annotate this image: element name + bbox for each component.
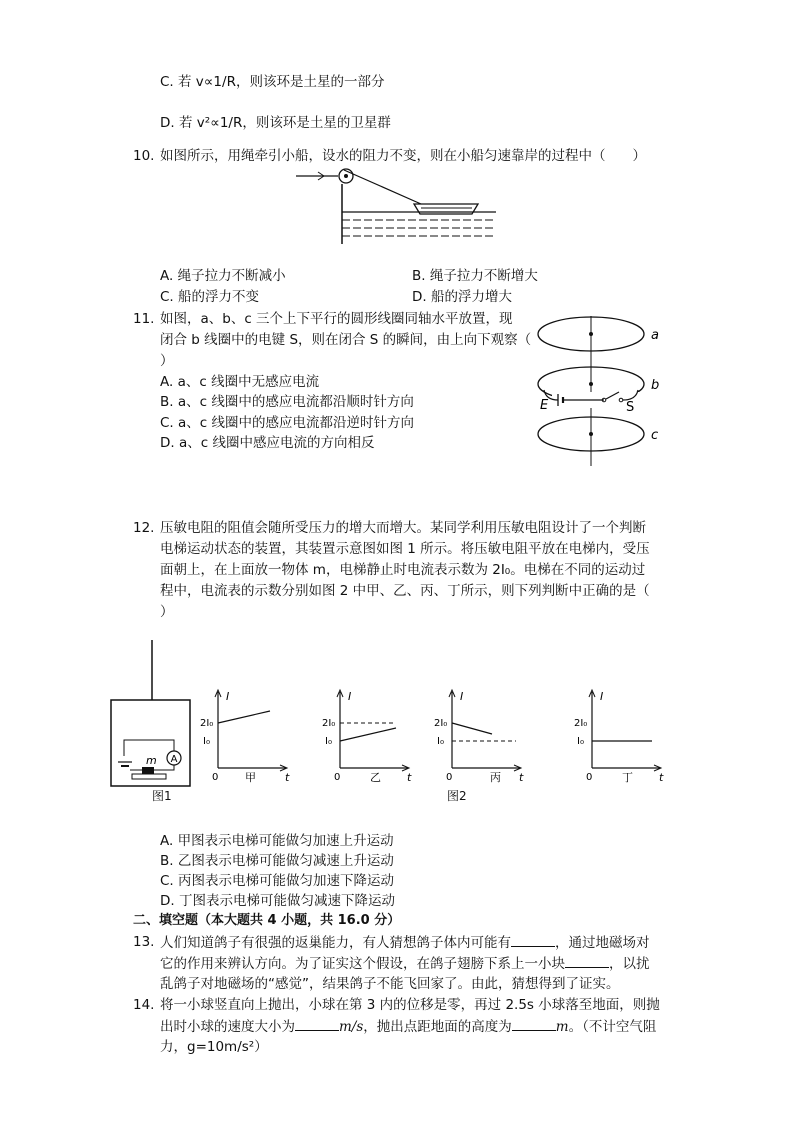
q11-label-a: a [651,328,659,343]
ding-tick-i0: I₀ [577,736,584,747]
bing-tick-i0: I₀ [437,736,444,747]
section2-heading: 二、填空题（本大题共 4 小题，共 16.0 分） [133,913,401,928]
ding-axis-i: I [600,690,604,703]
yi-tick-2i0: 2I₀ [322,718,336,729]
q12-number: 12. [133,520,155,536]
ding-axis-t: t [659,771,664,784]
q13-blank-2[interactable] [565,953,609,968]
q12-stem-line2: 电梯运动状态的装置，其装置示意图如图 1 所示。将压敏电阻平放在电梯内，受压 [160,541,650,557]
q12-option-d: D. 丁图表示电梯可能做匀减速下降运动 [160,893,395,909]
q14-line2 [160,1016,656,1037]
jia-axis-t: t [285,771,290,784]
bing-origin: 0 [446,772,453,783]
q13-line1-b: ，通过地磁场对 [555,935,650,951]
q11-label-s: S [626,400,635,415]
ding-origin: 0 [586,772,593,783]
q14-line2-b: ，抛出点距地面的高度为 [363,1019,512,1035]
q10-boat-figure [296,162,496,247]
q12-stem-line4: 程中，电流表的示数分别如图 2 中甲、乙、丙、丁所示，则下列判断中正确的是（ [160,583,650,599]
q13-line2-b: ，以扰 [609,956,650,972]
q11-label-b: b [651,378,660,393]
q14-number: 14. [133,997,155,1013]
jia-origin: 0 [212,772,219,783]
jia-tick-2i0: 2I₀ [200,718,214,729]
q12-option-a: A. 甲图表示电梯可能做匀加速上升运动 [160,833,394,849]
q14-blank-2[interactable] [512,1016,556,1031]
q9-option-d: D. 若 v²∝1/R，则该环是土星的卫星群 [160,115,391,131]
yi-axis-t: t [407,771,412,784]
q11-label-c: c [651,428,659,443]
q12-mass-label: m [146,754,157,767]
q12-stem-line3: 面朝上，在上面放一物体 m，电梯静止时电流表示数为 2I₀。电梯在不同的运动过 [160,562,646,578]
q9-option-c: C. 若 v∝1/R，则该环是土星的一部分 [160,74,385,90]
q12-graph-bing [432,688,524,784]
q12-figure2-label: 图2 [447,789,467,803]
q12-figure1-label: 图1 [152,789,172,803]
q12-graph-jia [198,688,290,784]
q12-graph-ding [572,688,664,784]
q13-line2-a: 它的作用来辨认方向。为了证实这个假设，在鸽子翅膀下系上一小块 [160,956,565,972]
q12-ammeter-label: A [170,754,178,765]
q11-option-b: B. a、c 线圈中的感应电流都沿顺时针方向 [160,394,414,410]
q14-line1: 将一小球竖直向上抛出，小球在第 3 内的位移是零，再过 2.5s 小球落至地面，则抛 [160,997,660,1013]
q10-option-c: C. 船的浮力不变 [160,289,260,305]
q14-unit-1: m/s [339,1019,364,1035]
q11-label-e: E [540,398,549,413]
q13-line1-a: 人们知道鸽子有很强的返巢能力，有人猜想鸽子体内可能有 [160,935,511,951]
q11-coils-figure [536,312,666,472]
q13-line2 [160,953,650,974]
q11-stem-line2: 闭合 b 线圈中的电键 S，则在闭合 S 的瞬间，由上向下观察（ [160,332,532,348]
ding-name: 丁 [622,771,633,784]
jia-name: 甲 [245,771,256,784]
bing-name: 丙 [490,771,501,784]
q10-option-d: D. 船的浮力增大 [412,289,512,305]
ding-tick-2i0: 2I₀ [574,718,588,729]
q12-option-c: C. 丙图表示电梯可能做匀加速下降运动 [160,873,395,889]
q11-stem-line3: ） [160,353,174,369]
q11-option-a: A. a、c 线圈中无感应电流 [160,374,320,390]
yi-axis-i: I [348,690,352,703]
q13-blank-1[interactable] [511,932,555,947]
yi-tick-i0: I₀ [325,736,332,747]
yi-origin: 0 [334,772,341,783]
q14-unit-2: m [555,1019,569,1035]
q13-number: 13. [133,934,155,950]
q12-option-b: B. 乙图表示电梯可能做匀减速上升运动 [160,853,394,869]
q14-line2-c: 。（不计空气阻 [568,1019,657,1035]
q12-stem-line1: 压敏电阻的阻值会随所受压力的增大而增大。某同学利用压敏电阻设计了一个判断 [160,520,646,536]
q12-stem-line5: ） [160,604,174,620]
q14-line3: 力，g=10m/s²） [160,1039,268,1055]
bing-axis-t: t [519,771,524,784]
q14-line2-a: 出时小球的速度大小为 [160,1019,295,1035]
q13-line1 [160,932,650,953]
q10-number: 10. [133,148,155,164]
bing-axis-i: I [460,690,464,703]
q13-line3: 乱鸽子对地磁场的“感觉”，结果鸽子不能飞回家了。由此，猜想得到了证实。 [160,976,620,992]
q10-option-b: B. 绳子拉力不断增大 [412,268,538,284]
q11-stem-line1: 如图，a、b、c 三个上下平行的圆形线圈同轴水平放置，现 [160,311,513,327]
yi-name: 乙 [370,771,381,784]
q11-option-c: C. a、c 线圈中的感应电流都沿逆时针方向 [160,415,414,431]
q11-number: 11. [133,311,155,327]
q10-option-a: A. 绳子拉力不断减小 [160,268,286,284]
q10-stem: 如图所示，用绳牵引小船，设水的阻力不变，则在小船匀速靠岸的过程中（ ） [160,148,646,164]
bing-tick-2i0: 2I₀ [434,718,448,729]
q11-option-d: D. a、c 线圈中感应电流的方向相反 [160,435,375,451]
q12-figure1-elevator [108,638,198,808]
jia-tick-i0: I₀ [203,736,210,747]
q12-graph-yi [320,688,412,784]
q14-blank-1[interactable] [295,1016,339,1031]
jia-axis-i: I [226,690,230,703]
